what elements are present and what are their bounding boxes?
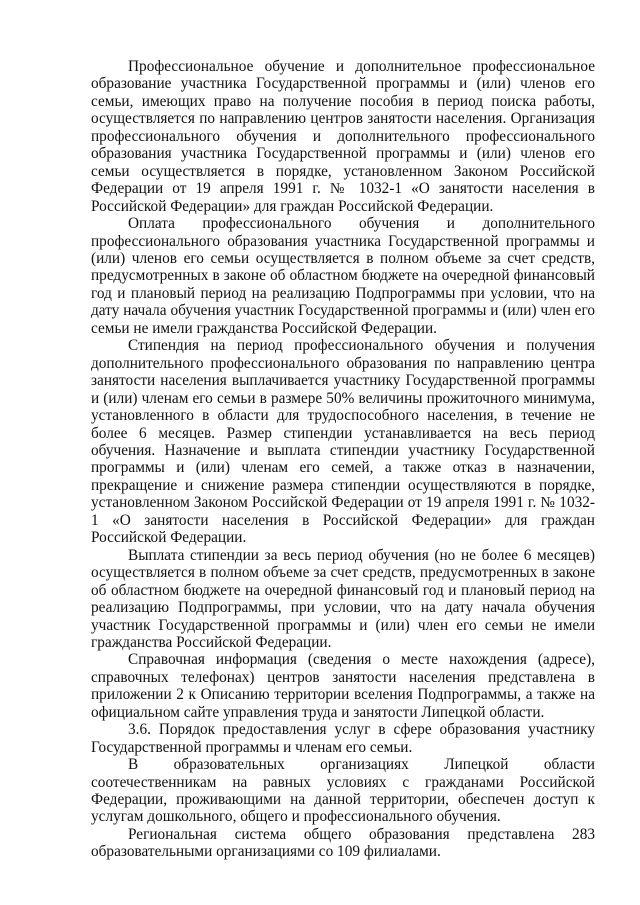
paragraph-training-payment: Оплата профессионального обучения и дополнительного профессионального образования участника Государственной программы и (или) членов его семьи осуществляется в полном объеме за счет средств, предусмотренных в законе об областном бюджете на очередной финансовый год и плановый период на реализацию Подпрограммы при условии, что на дату начала обучения участник Государственной программы и (или) член его семьи не имели гражданства Российской Федерации. — [91, 215, 595, 337]
document-page — [91, 58, 595, 861]
paragraph-stipend: Стипендия на период профессионального обучения и получения дополнительного профессионального образования по направлению центра занятости населения выплачивается участнику Государственной программы и (или) членам его семьи в размере 50% величины прожиточного минимума, установленного в области для трудоспособного населения, в течение не более 6 месяцев. Размер стипендии устанавливается на весь период обучения. Назначение и выплата стипендии участнику Государственной программы и (или) членам его семей, а также отказ в назначении, прекращение и снижение размера стипендии осуществляются в порядке, установленном Законом Российской Федерации от 19 апреля 1991 г. № 1032-1 «О занятости населения в Российской Федерации» для граждан Российской Федерации. — [91, 337, 595, 547]
paragraph-regional-system: Региональная система общего образования представлена 283 образовательными организациями со 109 филиалами. — [91, 825, 595, 861]
paragraph-professional-training: Профессиональное обучение и дополнительное профессиональное образование участника Государственной программы и (или) членов его семьи, имеющих право на получение пособия в период поиска работы, осуществляется по направлению центров занятости населения. Организация профессионального обучения и дополнительного профессионального образования участника Государственной программы и (или) членов его семьи осуществляется в порядке, установленном Законом Российской Федерации от 19 апреля 1991 г. № 1032-1 «О занятости населения в Российской Федерации» для граждан Российской Федерации. — [91, 58, 595, 215]
paragraph-reference-info: Справочная информация (сведения о месте нахождения (адресе), справочных телефонах) центров занятости населения представлена в приложении 2 к Описанию территории вселения Подпрограммы, а также на официальном сайте управления труда и занятости Липецкой области. — [91, 651, 595, 721]
paragraph-stipend-payment: Выплата стипендии за весь период обучения (но не более 6 месяцев) осуществляется в полном объеме за счет средств, предусмотренных в законе об областном бюджете на очередной финансовый год и плановый период на реализацию Подпрограммы, при условии, что на дату начала обучения участник Государственной программы и (или) член его семьи не имели гражданства Российской Федерации. — [91, 546, 595, 651]
section-heading-3-6: 3.6. Порядок предоставления услуг в сфере образования участнику Государственной программы и членам его семьи. — [91, 721, 595, 756]
paragraph-education-access: В образовательных организациях Липецкой области соотечественникам на равных условиях с гражданами Российской Федерации, проживающими на данной территории, обеспечен доступ к услугам дошкольного, общего и профессионального обучения. — [91, 756, 595, 826]
